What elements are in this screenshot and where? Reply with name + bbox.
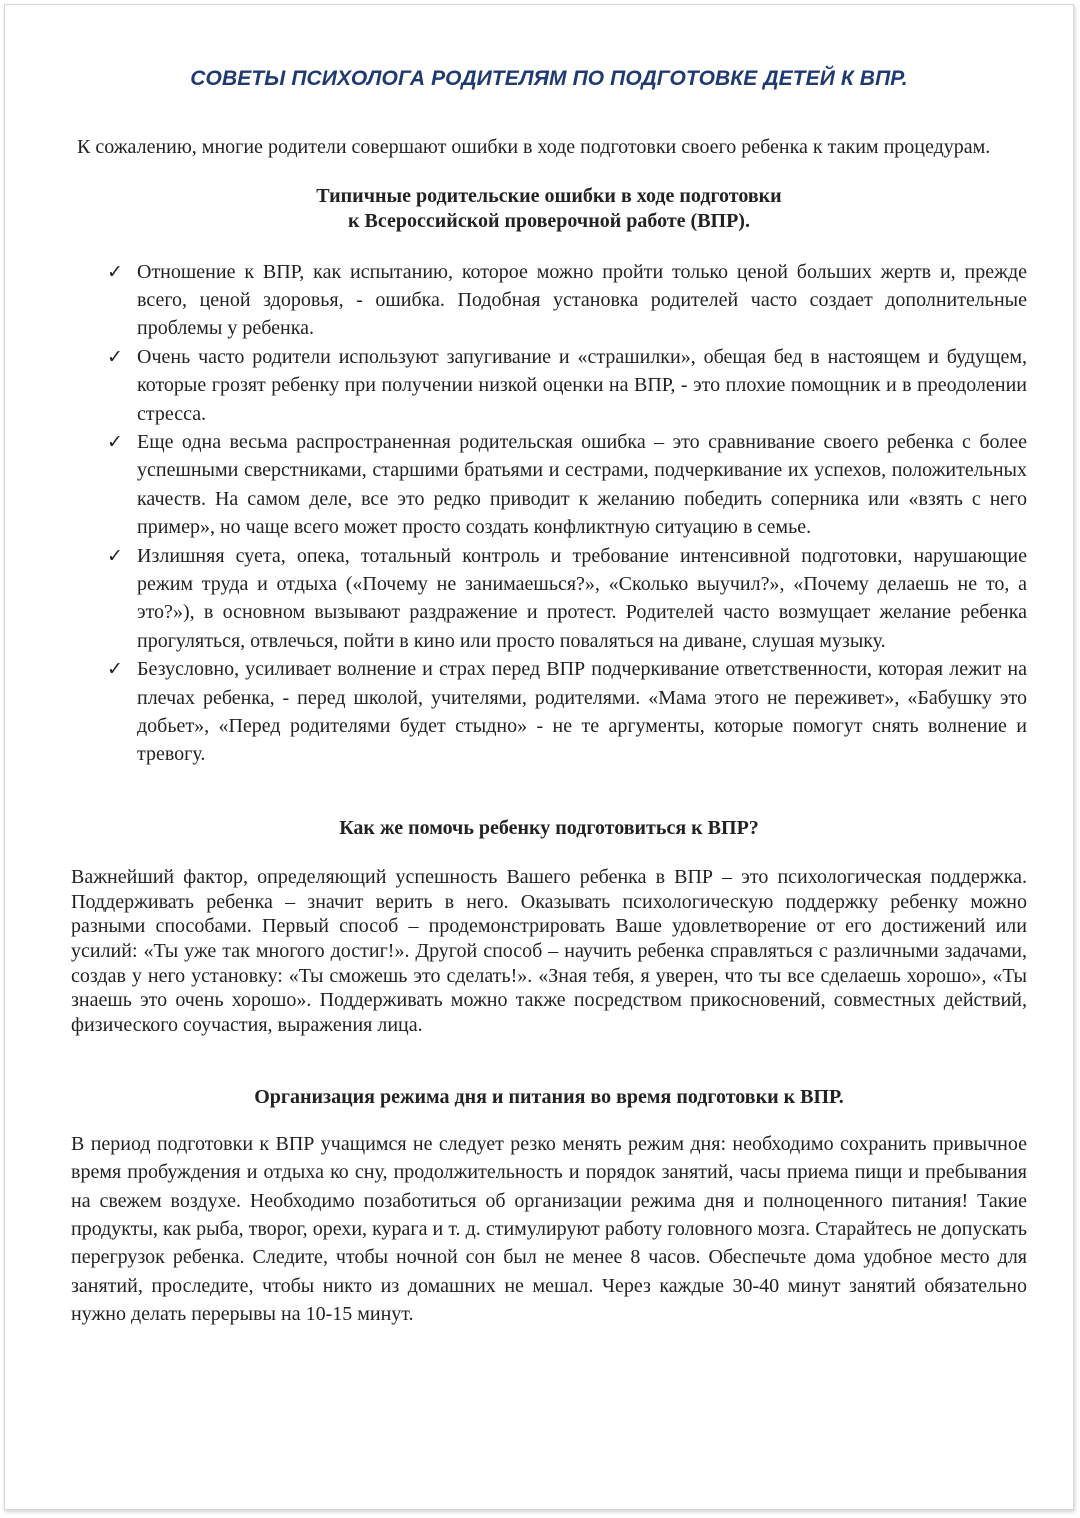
error-item-text: Еще одна весьма распространенная родительская ошибка – это сравнивание своего ребенка с более успешными сверстниками, старшими братьями и сестрами, подчеркивание их успехов, положительных качеств. На самом деле, все это редко приводит к желанию победить соперника или «взять с него пример», но чаще всего может просто создать конфликтную ситуацию в семье. [137,430,1027,539]
errors-list [71,258,1027,769]
document-content [71,5,1027,1329]
help-heading: Как же помочь ребенку подготовиться к ВПР? [339,816,759,839]
check-mark-icon: ✓ [107,658,123,681]
errors-heading-line-1: Типичные родительские ошибки в ходе подготовки [316,184,782,207]
error-item [107,655,1027,769]
check-mark-icon: ✓ [107,345,123,368]
error-item-text: Излишняя суета, опека, тотальный контроль и требование интенсивной подготовки, нарушающие режим труда и отдыха («Почему не занимаешься?», «Сколько выучил?», «Почему делаешь не то, а это?»), в основном вызывают раздражение и протест. Родителей часто возмущает желание ребенка прогуляться, отвлечься, пойти в кино или просто поваляться на диване, слушая музыку. [137,544,1027,652]
document-title: СОВЕТЫ ПСИХОЛОГА РОДИТЕЛЯМ ПО ПОДГОТОВКЕ ДЕТЕЙ К ВПР. [190,67,908,90]
error-item-text: Безусловно, усиливает волнение и страх перед ВПР подчеркивание ответственности, которая лежит на плечах ребенка, - перед школой, учителями, родителями. «Мама этого не переживет», «Бабушку это добьет», «Перед родителями будет стыдно» - не те аргументы, которые помогут снять волнение и тревогу. [137,658,1027,766]
error-item [107,542,1027,656]
error-item [107,258,1027,343]
check-mark-icon: ✓ [107,430,123,453]
error-item-text: Отношение к ВПР, как испытанию, которое можно пройти только ценой больших жертв и, прежде всего, ценой здоровья, - ошибка. Подобная установка родителей часто создает дополнительные проблемы у ребенка. [137,260,1027,340]
error-item-text: Очень часто родители используют запугивание и «страшилки», обещая бед в настоящем и будущем, которые грозят ребенку при получении низкой оценки на ВПР, - это плохие помощник и в преодолении стресса. [137,345,1027,425]
error-item [107,428,1027,542]
check-mark-icon: ✓ [107,544,123,567]
routine-heading: Организация режима дня и питания во время подготовки к ВПР. [254,1085,844,1108]
error-item [107,343,1027,428]
document-page [4,4,1074,1510]
check-mark-icon: ✓ [107,260,123,283]
intro-paragraph: К сожалению, многие родители совершают ошибки в ходе подготовки своего ребенка к таким процедурам. [77,136,991,158]
errors-heading-line-2: к Всероссийской проверочной работе (ВПР). [348,209,750,232]
errors-heading [71,184,1027,234]
routine-paragraph: В период подготовки к ВПР учащимся не следует резко менять режим дня: необходимо сохранить привычное время пробуждения и отдыха ко сну, продолжительность и порядок занятий, часы приема пищи и пребывания на свежем воздухе. Необходимо позаботиться об организации режима дня и полноценного питания! Такие продукты, как рыба, творог, орехи, курага и т. д. стимулируют работу головного мозга. Старайтесь не допускать перегрузок ребенка. Следите, чтобы ночной сон был не менее 8 часов. Обеспечьте дома удобное место для занятий, проследите, чтобы никто из домашних не мешал. Через каждые 30-40 минут занятий обязательно нужно делать перерывы на 10-15 минут. [71,1132,1027,1326]
help-paragraph: Важнейший фактор, определяющий успешность Вашего ребенка в ВПР – это психологическая поддержка. Поддерживать ребенка – значит верить в него. Оказывать психологическую поддержку ребенку можно разными способами. Первый способ – продемонстрировать Ваше удовлетворение от его достижений или усилий: «Ты уже так многого достиг!». Другой способ – научить ребенка справляться с различными задачами, создав у него установку: «Ты сможешь это сделать!». «Зная тебя, я уверен, что ты все сделаешь хорошо», «Ты знаешь это очень хорошо». Поддерживать можно также посредством прикосновений, совместных действий, физического соучастия, выражения лица. [71,865,1027,1037]
